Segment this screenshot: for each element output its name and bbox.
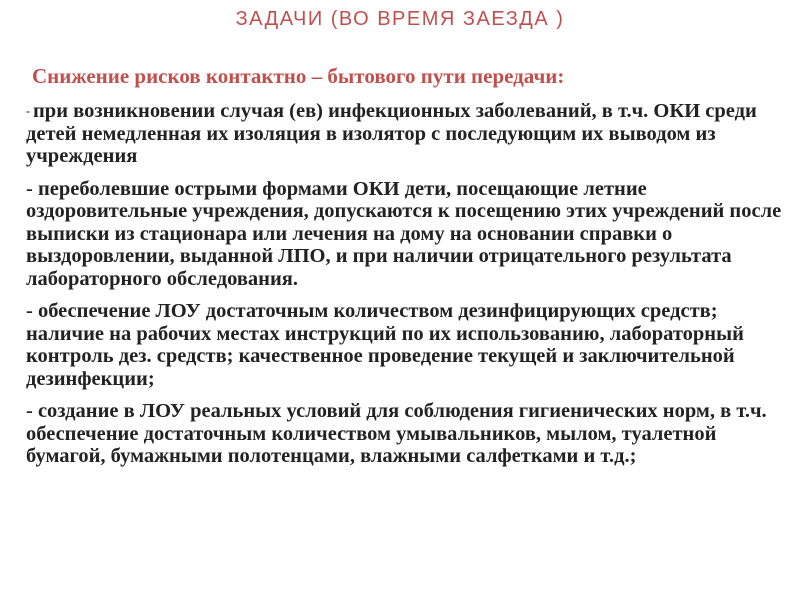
paragraph-isolation [26,100,788,168]
paragraph-readmission: - переболевшие острыми формами ОКИ дети, посещающие летние оздоровительные учреждения, допускаются к посещению этих учреждений после выписки из стационара или лечения на дому на основании справки о выздоровлении, выданной ЛПО, и при наличии отрицательного результата лабораторного обследования. [26,177,782,290]
paragraph-hygiene: - создание в ЛОУ реальных условий для соблюдения гигиенических норм, в т.ч. обеспечение достаточным количеством умывальников, мылом, туалетной бумагой, бумажными полотенцами, влажными салфетками и т.д.; [26,400,767,467]
paragraph-disinfection: - обеспечение ЛОУ достаточным количеством дезинфицирующих средств; наличие на рабочих местах инструкций по их использованию, лабораторный контроль дез. средств; качественное проведение текущей и заключительной дезинфекции; [26,300,744,390]
slide-title: ЗАДАЧИ (ВО ВРЕМЯ ЗАЕЗДА ) [235,8,565,30]
paragraph-text: при возникновении случая (ев) инфекционных заболеваний, в т.ч. ОКИ среди детей немедленная их изоляция в изолятор с последующим их выводом из учреждения [26,100,757,167]
slide-body [26,100,788,478]
paragraph-dash: - [26,104,33,118]
slide-subtitle: Снижение рисков контактно – бытового пути передачи: [32,64,565,88]
slide-edge [0,0,8,600]
